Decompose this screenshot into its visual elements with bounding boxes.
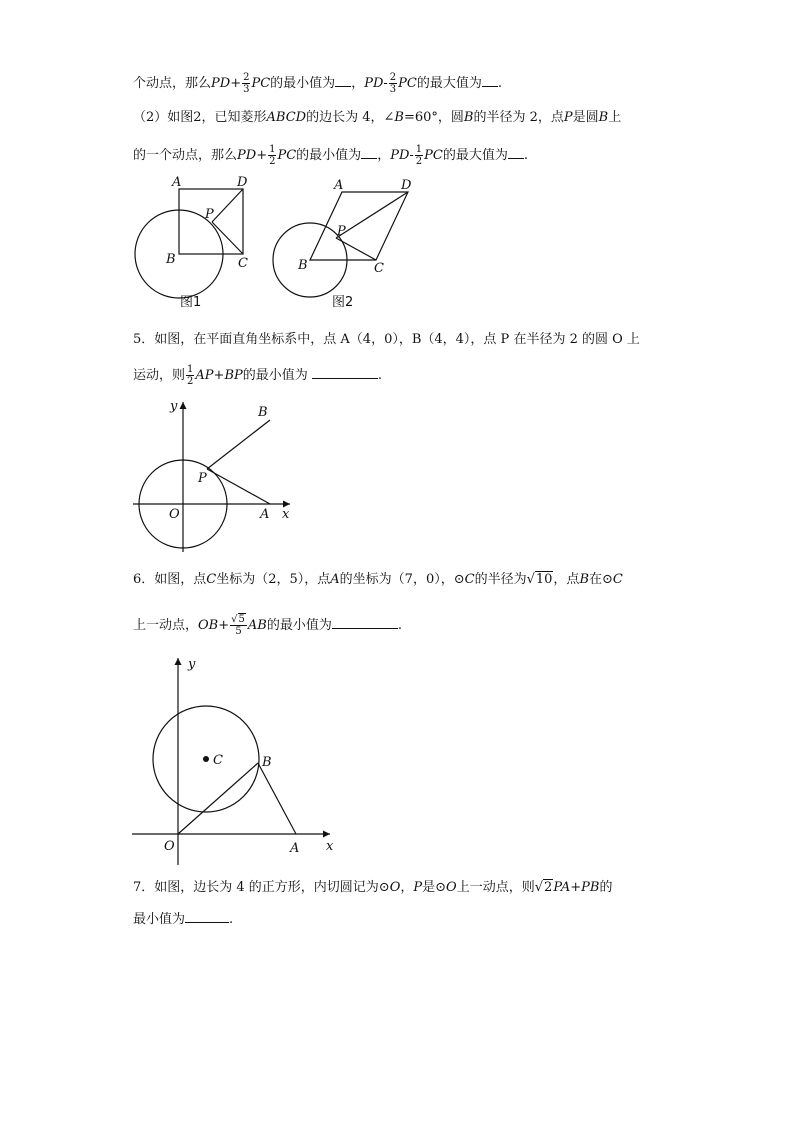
label-b: B [258,405,268,420]
fraction-two-thirds: $\frac{2}{3}$ [243,72,250,95]
label-x: x [282,507,290,522]
answer-blank[interactable] [482,74,498,87]
fraction-two-thirds: $\frac{2}{3}$ [389,72,397,95]
figure-q6-coordinate [130,652,350,867]
label-a: A [290,841,300,856]
q4-text-line-3: 的一个动点，那么PD+ $\frac{1}{2}$ PC的最小值为 ，PD- $\frac{1}{2}$ PC的最大值为 . [133,144,529,167]
label-c: C [374,261,384,276]
fraction-sqrt5-over-5: $\frac{√5}{5}$ [231,614,245,637]
fraction-one-half: $\frac{1}{2}$ [187,364,194,387]
sqrt-2: √2 [534,880,553,895]
label-d: D [237,175,248,190]
label-c: C [238,256,248,271]
label-b: B [262,755,272,770]
label-a: A [172,175,182,190]
segment-pc [336,238,376,260]
q7-text-line-2: 最小值为 . [133,912,234,927]
segment-pd [212,189,243,222]
label-d: D [401,178,412,193]
figure-2-rhombus-circle [270,172,430,312]
center-c-dot [203,756,209,762]
segment-ba [258,763,296,834]
fraction-one-half: $\frac{1}{2}$ [415,144,423,167]
label-o: O [164,839,175,854]
q5-text-line-1: 5．如图，在平面直角坐标系中，点 A（4，0），B（4，4），点 P 在半径为 2 的圆 O 上 [133,332,640,347]
label-b: B [166,252,176,267]
label-c: C [213,753,223,768]
q4-text-line-1: 个动点，那么PD+ $\frac{2}{3}$ PC的最小值为 ，PD- $\frac{2}{3}$ PC的最大值为 . [133,72,503,95]
figure-q5-coordinate [130,396,300,556]
label-x: x [326,839,334,854]
label-p: P [205,207,214,222]
fraction-one-half: $\frac{1}{2}$ [269,144,276,167]
label-y: y [188,657,196,672]
q7-text-line-1: 7．如图，边长为 4 的正方形，内切圆记为⊙O，P是⊙O上一动点，则√2PA+PB的 [133,878,613,898]
sqrt-10: √10 [526,572,553,587]
q4-part2-line: （2）如图2，已知菱形ABCD的边长为 4，∠B=60°，圆B的半径为 2，点P是圆B上 [133,110,622,125]
answer-blank[interactable] [508,146,524,159]
label-p: P [337,224,346,239]
segment-pc [212,222,243,254]
label-b: B [298,258,308,273]
answer-blank[interactable] [312,366,378,379]
label-y: y [170,399,178,414]
figure-2-caption: 图2 [332,295,354,310]
label-o: O [169,507,180,522]
label-p: P [198,471,207,486]
segment-ob [178,763,258,834]
q6-text-line-2: 上一动点，OB+ $\frac{√5}{5}$ AB的最小值为 . [133,614,402,637]
answer-blank[interactable] [335,74,351,87]
figure-1-square-circle [130,172,260,312]
segment-pb [207,420,270,469]
answer-blank[interactable] [361,146,377,159]
label-a: A [334,178,344,193]
answer-blank[interactable] [185,910,229,923]
segment-pa [207,469,270,504]
figure-1-caption: 图1 [180,295,202,310]
q6-text-line-1: 6．如图，点C坐标为（2，5），点A的坐标为（7，0），⊙C的半径为√10，点B在⊙C [133,570,623,590]
label-a: A [260,507,270,522]
q5-text-line-2: 运动，则 $\frac{1}{2}$ AP+BP的最小值为 . [133,364,383,387]
answer-blank[interactable] [332,616,398,629]
